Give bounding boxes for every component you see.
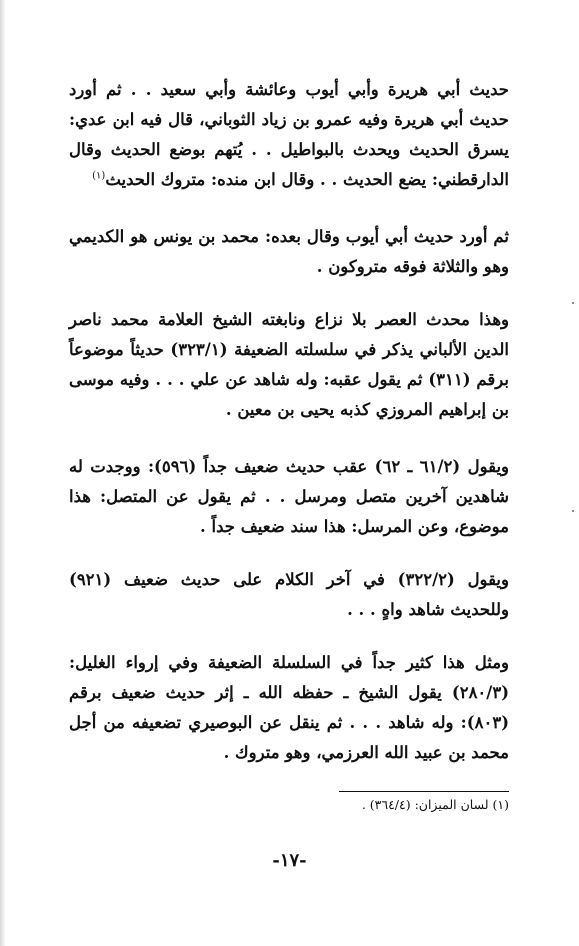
scan-edge-shadow bbox=[0, 0, 6, 946]
footnote-reference[interactable]: (١) bbox=[92, 170, 106, 182]
paragraph-1 bbox=[69, 75, 509, 195]
paragraph-5 bbox=[69, 565, 509, 625]
footnote-text: (١) لسان الميزان: (٣٦٤/٤) . bbox=[361, 797, 509, 812]
page-number: -١٧- bbox=[272, 850, 307, 871]
footnote bbox=[69, 793, 509, 817]
paragraph-5-text: ويقول (٣٢٢/٢) في آخر الكلام على حديث ضعيف (٩٢١) وللحديث شاهد واهٍ . . . bbox=[69, 570, 509, 619]
paragraph-6-text: ومثل هذا كثير جداً في السلسلة الضعيفة وفي إرواء الغليل: (٢٨٠/٣) يقول الشيخ ـ حفظه الله ـ إثر حديث ضعيف برقم (٨٠٣): وله شاهد . . . ثم ينقل عن البوصيري تضعيفه من أجل محمد بن عبيد الله العرزمي، وهو متروك . bbox=[69, 653, 509, 762]
paragraph-1-text: حديث أبي هريرة وأبي أيوب وعائشة وأبي سعيد . . ثم أورد حديث أبي هريرة وفيه عمرو بن زياد الثوباني، قال فيه ابن عدي: يسرق الحديث ويحدث بالبواطيل . . يُتهم بوضع الحديث وقال الدارقطني: يضع الحديث . . وقال ابن منده: متروك الحديث bbox=[69, 80, 509, 189]
paragraph-3 bbox=[69, 305, 509, 425]
paragraph-4 bbox=[69, 452, 509, 542]
paragraph-6 bbox=[69, 648, 509, 768]
paragraph-3-text: وهذا محدث العصر بلا نزاع ونابغته الشيخ العلامة محمد ناصر الدين الألباني يذكر في سلسلته الضعيفة (٣٢٣/١) حديثاً موضوعاً برقم (٣١١) ثم يقول عقبه: وله شاهد عن علي . . . وفيه موسى بن إبراهيم المروزي كذبه يحيى بن معين . bbox=[69, 310, 509, 419]
footnote-separator bbox=[339, 791, 509, 792]
paragraph-2 bbox=[69, 222, 509, 282]
scan-speck bbox=[572, 510, 574, 512]
scan-speck bbox=[572, 302, 574, 304]
paragraph-2-text: ثم أورد حديث أبي أيوب وقال بعده: محمد بن يونس هو الكديمي وهو والثلاثة فوقه متروكون . bbox=[69, 227, 509, 276]
paragraph-4-text: ويقول (٦١/٢ ـ ٦٢) عقب حديث ضعيف جداً (٥٩٦): ووجدت له شاهدين آخرين متصل ومرسل . . ثم يقول عن المتصل: هذا موضوع، وعن المرسل: هذا سند ضعيف جداً . bbox=[69, 457, 510, 536]
